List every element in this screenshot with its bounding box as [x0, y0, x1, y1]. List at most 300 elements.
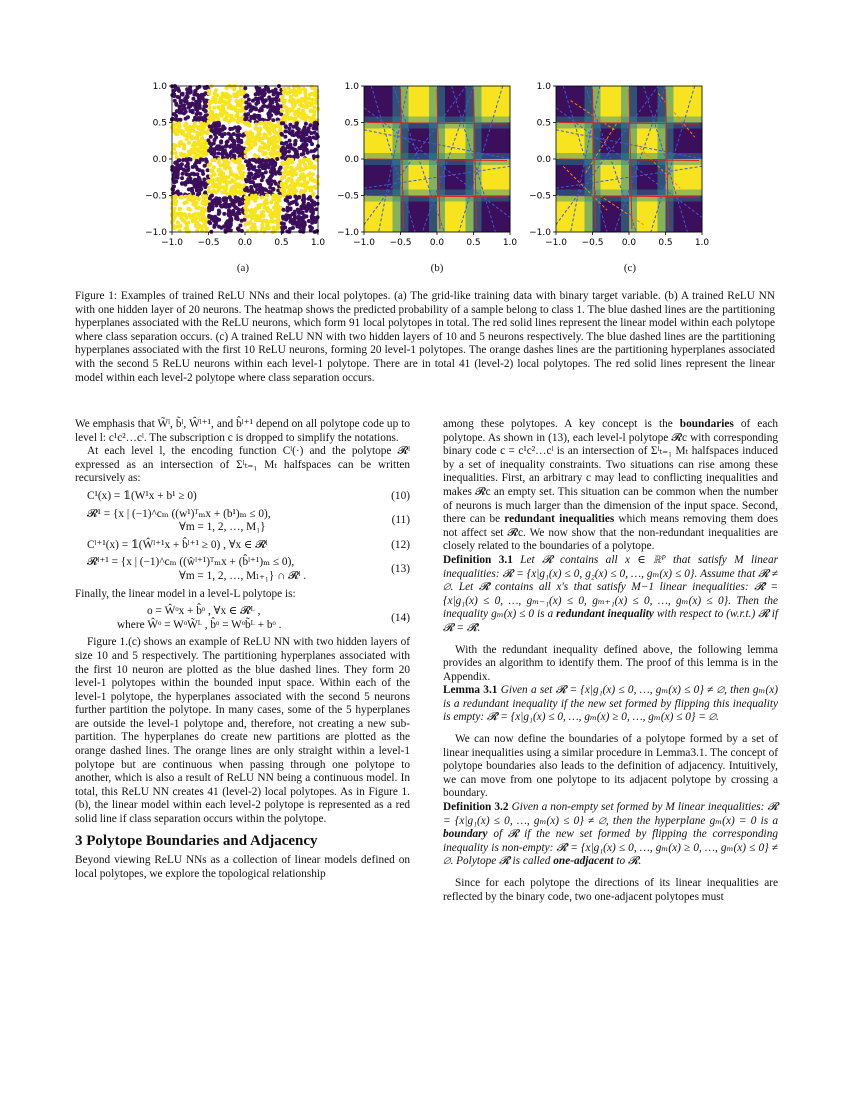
scatter-point	[312, 124, 316, 128]
scatter-point	[271, 89, 275, 93]
scatter-point	[222, 203, 226, 207]
scatter-point	[238, 133, 242, 137]
scatter-point	[287, 158, 291, 162]
scatter-point	[237, 99, 241, 103]
scatter-point	[289, 95, 293, 99]
scatter-point	[296, 134, 300, 138]
definition-label: Definition 3.2	[443, 801, 509, 814]
scatter-point	[246, 201, 250, 205]
scatter-point	[232, 139, 236, 143]
sublabel-c: (c)	[623, 262, 637, 274]
caption-text: Examples of trained ReLU NNs and their local polytopes. (a) The grid-like training data with binary target variable. (b) A trained ReLU NN with one hidden layer of 20 neurons. The heatmap shows the predicted probability of a sample belong to class 1. The blue dashed lines are the partitioning hyperplanes associated with the ReLU neurons, which form 91 local polytopes in total. The red solid lines represent the linear model within each polytope where class separation occurs. (c) A trained ReLU NN with two hidden layers of 10 and 5 neurons respectively. The blue dashed lines are the partitioning hyperplanes associated with the first 10 ReLU neurons, forming 20 level-1 polytopes. The orange dashes lines are the partitioning hyperplanes associated with the second 5 ReLU neurons within each level-1 polytope. There are in total 41 (level-2) local polytopes. The red solid lines represent the linear model within each level-2 polytope where class separation occurs.	[75, 290, 775, 384]
scatter-point	[180, 108, 184, 112]
scatter-point	[260, 174, 264, 178]
scatter-point	[264, 227, 268, 231]
x-tick-label: 0.5	[274, 238, 289, 248]
scatter-point	[232, 210, 236, 214]
lemma-label: Lemma 3.1	[443, 684, 498, 697]
scatter-point	[172, 147, 176, 151]
scatter-point	[288, 131, 292, 135]
scatter-point	[293, 168, 297, 172]
scatter-point	[250, 188, 254, 192]
scatter-point	[294, 221, 298, 225]
scatter-point	[307, 101, 311, 105]
x-tick-label: −0.5	[197, 238, 220, 248]
scatter-point	[226, 223, 230, 227]
scatter-point	[185, 228, 189, 232]
scatter-point	[288, 195, 292, 199]
scatter-point	[181, 172, 185, 176]
x-tick-label: 1.0	[310, 238, 326, 248]
x-tick-label: −0.5	[581, 238, 604, 248]
scatter-point	[309, 149, 313, 153]
scatter-point	[292, 148, 296, 152]
scatter-point	[211, 201, 215, 205]
scatter-point	[293, 212, 297, 216]
scatter-point	[212, 165, 216, 169]
text: to 𝓡.	[613, 855, 642, 868]
scatter-point	[280, 177, 284, 181]
scatter-point	[296, 208, 300, 212]
scatter-point	[234, 108, 238, 112]
scatter-point	[265, 194, 269, 198]
scatter-point	[268, 128, 272, 132]
scatter-point	[211, 123, 215, 127]
scatter-point	[314, 121, 318, 125]
scatter-point	[273, 138, 277, 142]
scatter-point	[262, 146, 266, 150]
scatter-point	[219, 141, 223, 145]
scatter-point	[227, 213, 231, 217]
scatter-point	[259, 147, 263, 151]
equation-number: (13)	[391, 563, 410, 576]
scatter-point	[252, 228, 256, 232]
scatter-point	[266, 179, 270, 183]
equation-text: 𝓡ˡ⁺¹ = {x | (−1)^cₘ ((ŵˡ⁺¹)ᵀₘx + (b̂ˡ⁺¹)ₘ ≤ 0),	[87, 556, 295, 569]
scatter-point	[296, 98, 300, 102]
y-tick-label: 0.5	[536, 118, 551, 129]
scatter-point	[240, 202, 244, 206]
scatter-point	[172, 185, 176, 189]
scatter-point	[179, 212, 183, 216]
equation-12	[75, 539, 410, 553]
scatter-point	[235, 160, 239, 164]
scatter-point	[181, 93, 185, 97]
scatter-point	[209, 135, 213, 139]
bold-term: redundant inequality	[556, 608, 654, 621]
scatter-point	[281, 215, 285, 219]
scatter-point	[266, 223, 270, 227]
scatter-point	[179, 163, 183, 167]
scatter-point	[186, 207, 190, 211]
scatter-point	[287, 150, 291, 154]
scatter-point	[269, 220, 273, 224]
scatter-point	[273, 198, 277, 202]
scatter-point	[220, 190, 224, 194]
scatter-point	[187, 134, 191, 138]
scatter-point	[215, 217, 219, 221]
scatter-point	[301, 172, 305, 176]
scatter-point	[274, 213, 278, 217]
scatter-point	[314, 218, 318, 222]
scatter-point	[289, 218, 293, 222]
scatter-point	[212, 106, 216, 110]
scatter-point	[265, 136, 269, 140]
scatter-point	[200, 145, 204, 149]
scatter-point	[213, 158, 217, 162]
scatter-point	[198, 112, 202, 116]
scatter-point	[228, 114, 232, 118]
scatter-point	[180, 181, 184, 185]
scatter-point	[225, 86, 229, 90]
scatter-point	[244, 209, 248, 213]
scatter-point	[197, 85, 201, 89]
scatter-point	[233, 200, 237, 204]
scatter-point	[261, 220, 265, 224]
scatter-point	[175, 191, 179, 195]
scatter-point	[217, 181, 221, 185]
scatter-point	[273, 209, 277, 213]
scatter-point	[300, 111, 304, 115]
scatter-point	[262, 93, 266, 97]
scatter-point	[297, 183, 301, 187]
scatter-point	[300, 211, 304, 215]
scatter-point	[179, 153, 183, 157]
scatter-point	[253, 153, 257, 157]
scatter-point	[247, 122, 251, 126]
scatter-point	[248, 103, 252, 107]
scatter-point	[244, 117, 248, 121]
scatter-point	[306, 186, 310, 190]
scatter-point	[217, 160, 221, 164]
text: of each polytope. As shown in (13), each level-l polytope 𝓡c with corresponding binary code c = c¹c²…cˡ is an intersection of Σˡₜ₌₁ Mₜ halfspaces induced by a set of inequality constraints. Two situations can rise among these inequalities. First, an arbitrary c may lead to conflicting inequalities and makes 𝓡c an empty set. This situation can be common when the number of neurons is much larger than the dimension of the input space. Second, there can be	[443, 418, 778, 526]
paragraph: Since for each polytope the directions of its linear inequalities are reflected by the binary code, two one-adjacent polytopes must	[443, 877, 778, 903]
caption-label: Figure 1:	[75, 290, 118, 302]
scatter-point	[200, 158, 204, 162]
scatter-point	[261, 211, 265, 215]
scatter-point	[199, 187, 203, 191]
scatter-point	[228, 153, 232, 157]
scatter-point	[195, 206, 199, 210]
scatter-point	[199, 180, 203, 184]
scatter-point	[195, 178, 199, 182]
scatter-point	[176, 122, 180, 126]
scatter-point	[292, 93, 296, 97]
scatter-point	[192, 142, 196, 146]
scatter-point	[302, 194, 306, 198]
scatter-point	[189, 180, 193, 184]
bold-term: redundant inequalities	[504, 513, 615, 526]
y-tick-label: −1.0	[337, 228, 359, 238]
scatter-point	[240, 106, 244, 110]
scatter-point	[244, 105, 248, 109]
scatter-point	[284, 129, 288, 133]
heatmap-plot-b	[332, 76, 522, 256]
scatter-point	[256, 134, 260, 138]
bold-term: boundaries	[679, 418, 734, 430]
scatter-point	[255, 160, 259, 164]
x-tick-label: −1.0	[161, 238, 183, 248]
scatter-point	[288, 91, 292, 95]
scatter-point	[198, 97, 202, 101]
scatter-point	[295, 152, 299, 156]
scatter-point	[314, 101, 318, 105]
equation-text: where Ŵᵒ = WᵒW̃ᴸ , b̂ᵒ = Wᵒb̃ᴸ + bᵒ .	[117, 618, 282, 631]
scatter-point	[228, 180, 232, 184]
scatter-point	[288, 139, 292, 143]
scatter-point	[275, 194, 279, 198]
scatter-point	[310, 214, 314, 218]
scatter-point	[310, 92, 314, 96]
scatter-point	[224, 145, 228, 149]
scatter-point	[252, 176, 256, 180]
x-tick-label: 0.0	[429, 238, 445, 248]
scatter-point	[224, 117, 228, 121]
scatter-point	[236, 125, 240, 129]
scatter-point	[273, 131, 277, 135]
scatter-point	[200, 132, 204, 136]
scatter-point	[312, 178, 316, 182]
scatter-point	[278, 172, 282, 176]
scatter-point	[269, 136, 273, 140]
scatter-point	[306, 173, 310, 177]
equation-10	[75, 490, 410, 504]
scatter-point	[284, 218, 288, 222]
scatter-point	[176, 87, 180, 91]
figure-1a	[140, 76, 330, 276]
x-tick-label: 1.0	[502, 238, 518, 248]
scatter-point	[281, 162, 285, 166]
scatter-point	[188, 152, 192, 156]
scatter-point	[235, 183, 239, 187]
scatter-point	[239, 140, 243, 144]
x-tick-label: −1.0	[353, 238, 375, 248]
text: which means removing them does not affect set 𝓡c. We now show that the non-redundant inequalities are closely related to the boundaries of a polytope.	[443, 513, 778, 553]
scatter-point	[298, 159, 302, 163]
scatter-point	[256, 101, 260, 105]
scatter-point	[271, 187, 275, 191]
scatter-point	[316, 155, 320, 159]
scatter-point	[253, 115, 257, 119]
scatter-point	[254, 218, 258, 222]
scatter-point	[300, 144, 304, 148]
paragraph: We emphasis that W̃ˡ, b̃ˡ, Ŵˡ⁺¹, and b̂ˡ⁺¹ depend on all polytope code up to level l: c¹c²…cˡ. The subscription c is dropped to simplify the notations.	[75, 418, 410, 444]
scatter-point	[246, 163, 250, 167]
text: with respect to (w.r.t.) 𝓡 if 𝓡 = 𝓡̃.	[443, 608, 778, 634]
scatter-point	[239, 85, 243, 89]
scatter-point	[230, 149, 234, 153]
scatter-point	[186, 115, 190, 119]
scatter-point	[300, 116, 304, 120]
scatter-point	[244, 131, 248, 135]
heatmap-plot-c	[524, 76, 714, 256]
scatter-point	[293, 99, 297, 103]
scatter-point	[202, 177, 206, 181]
scatter-point	[213, 132, 217, 136]
sublabel-a: (a)	[236, 262, 250, 274]
scatter-point	[212, 150, 216, 154]
scatter-point	[219, 108, 223, 112]
scatter-point	[217, 212, 221, 216]
scatter-point	[285, 185, 289, 189]
scatter-point	[251, 196, 255, 200]
scatter-point	[201, 199, 205, 203]
scatter-point	[222, 197, 226, 201]
paragraph: At each level l, the encoding function Cˡ(·) and the polytope 𝓡ˡ expressed as an intersection of Σˡₜ₌₁ Mₜ halfspaces can be written recursively as:	[75, 445, 410, 485]
paragraph	[443, 418, 778, 554]
scatter-point	[254, 123, 258, 127]
scatter-point	[223, 132, 227, 136]
scatter-point	[195, 187, 199, 191]
scatter-point	[173, 161, 177, 165]
scatter-point	[264, 188, 268, 192]
scatter-point	[196, 141, 200, 145]
scatter-point	[239, 183, 243, 187]
scatter-point	[194, 161, 198, 165]
scatter-point	[267, 158, 271, 162]
scatter-point	[224, 159, 228, 163]
scatter-point	[271, 194, 275, 198]
scatter-point	[257, 87, 261, 91]
definition-3-1	[443, 554, 778, 636]
scatter-point	[178, 207, 182, 211]
scatter-point	[244, 223, 248, 227]
scatter-point	[244, 195, 248, 199]
scatter-plot-a	[140, 76, 330, 256]
scatter-point	[292, 187, 296, 191]
paragraph: We can now define the boundaries of a polytope formed by a set of linear inequalities using a similar procedure in Lemma3.1. The concept of polytope boundaries also leads to the definition of adjacency. Intuitively, we can move from one polytope to its adjacent polytope by crossing a boundary.	[443, 733, 778, 800]
scatter-point	[261, 159, 265, 163]
scatter-point	[282, 208, 286, 212]
scatter-point	[183, 99, 187, 103]
scatter-point	[228, 95, 232, 99]
y-tick-label: 0.0	[152, 155, 167, 165]
scatter-point	[281, 95, 285, 99]
scatter-point	[186, 167, 190, 171]
scatter-point	[211, 100, 215, 104]
paragraph: Finally, the linear model in a level-L polytope is:	[75, 587, 296, 600]
section-heading: 3 Polytope Boundaries and Adjacency	[75, 832, 318, 849]
scatter-point	[194, 136, 198, 140]
scatter-point	[207, 186, 211, 190]
scatter-point	[262, 152, 266, 156]
scatter-point	[298, 225, 302, 229]
scatter-point	[310, 188, 314, 192]
scatter-point	[210, 118, 214, 122]
scatter-point	[177, 158, 181, 162]
scatter-point	[314, 136, 318, 140]
scatter-point	[279, 166, 283, 170]
scatter-point	[203, 191, 207, 195]
scatter-point	[220, 147, 224, 151]
scatter-point	[220, 152, 224, 156]
scatter-point	[308, 118, 312, 122]
x-tick-label: 0.5	[658, 238, 673, 248]
scatter-point	[282, 222, 286, 226]
scatter-point	[238, 118, 242, 122]
scatter-point	[250, 108, 254, 112]
scatter-point	[301, 128, 305, 132]
scatter-point	[251, 167, 255, 171]
text: of 𝓡 if the new set formed by flipping the corresponding inequality is non-empty: 𝓡̂ = {x|g₁(x) ≤ 0, …, gₘ(x) ≥ 0, …, gₘ(x) ≤ 0} ≠ ∅. Polytope 𝓡̂ is called	[443, 828, 778, 868]
equation-number: (11)	[391, 514, 410, 527]
scatter-point	[185, 87, 189, 91]
scatter-point	[307, 219, 311, 223]
scatter-point	[195, 125, 199, 129]
scatter-point	[174, 132, 178, 136]
scatter-point	[235, 129, 239, 133]
scatter-point	[221, 92, 225, 96]
scatter-point	[232, 203, 236, 207]
equation-number: (10)	[391, 489, 410, 502]
scatter-point	[218, 99, 222, 103]
x-tick-label: 0.0	[621, 238, 637, 248]
scatter-point	[267, 95, 271, 99]
scatter-point	[197, 212, 201, 216]
scatter-point	[202, 104, 206, 108]
scatter-point	[300, 134, 304, 138]
scatter-point	[272, 206, 276, 210]
scatter-point	[180, 132, 184, 136]
scatter-point	[278, 138, 282, 142]
scatter-point	[305, 138, 309, 142]
scatter-point	[218, 198, 222, 202]
scatter-point	[232, 191, 236, 195]
y-tick-label: −0.5	[337, 191, 359, 202]
scatter-point	[236, 91, 240, 95]
scatter-point	[297, 108, 301, 112]
scatter-point	[172, 92, 176, 96]
text: Given a non-empty set formed by M linear inequalities: 𝓡 = {x|g₁(x) ≤ 0, …, gₘ(x) ≤ 0} ≠ ∅, then the hyperplane gₘ(x) = 0 is a	[443, 801, 778, 827]
scatter-point	[209, 194, 213, 198]
y-tick-label: −1.0	[145, 228, 167, 238]
scatter-point	[253, 141, 257, 145]
scatter-point	[268, 210, 272, 214]
scatter-point	[193, 147, 197, 151]
scatter-point	[228, 228, 232, 232]
scatter-point	[217, 168, 221, 172]
scatter-point	[250, 214, 254, 218]
scatter-point	[282, 104, 286, 108]
scatter-point	[203, 109, 207, 113]
scatter-point	[269, 200, 273, 204]
scatter-point	[228, 166, 232, 170]
scatter-point	[185, 96, 189, 100]
y-tick-label: 1.0	[536, 82, 551, 92]
scatter-point	[305, 207, 309, 211]
scatter-point	[210, 110, 214, 114]
scatter-point	[190, 188, 194, 192]
scatter-point	[264, 98, 268, 102]
scatter-point	[271, 225, 275, 229]
equation-14	[75, 605, 410, 632]
scatter-point	[267, 143, 271, 147]
scatter-point	[266, 121, 270, 125]
scatter-point	[194, 107, 198, 111]
scatter-point	[198, 106, 202, 110]
scatter-point	[177, 167, 181, 171]
scatter-point	[207, 180, 211, 184]
scatter-point	[179, 101, 183, 105]
scatter-point	[239, 167, 243, 171]
scatter-point	[308, 165, 312, 169]
scatter-point	[291, 104, 295, 108]
scatter-point	[307, 97, 311, 101]
scatter-point	[207, 164, 211, 168]
scatter-point	[220, 177, 224, 181]
scatter-point	[315, 195, 319, 199]
scatter-point	[173, 144, 177, 148]
